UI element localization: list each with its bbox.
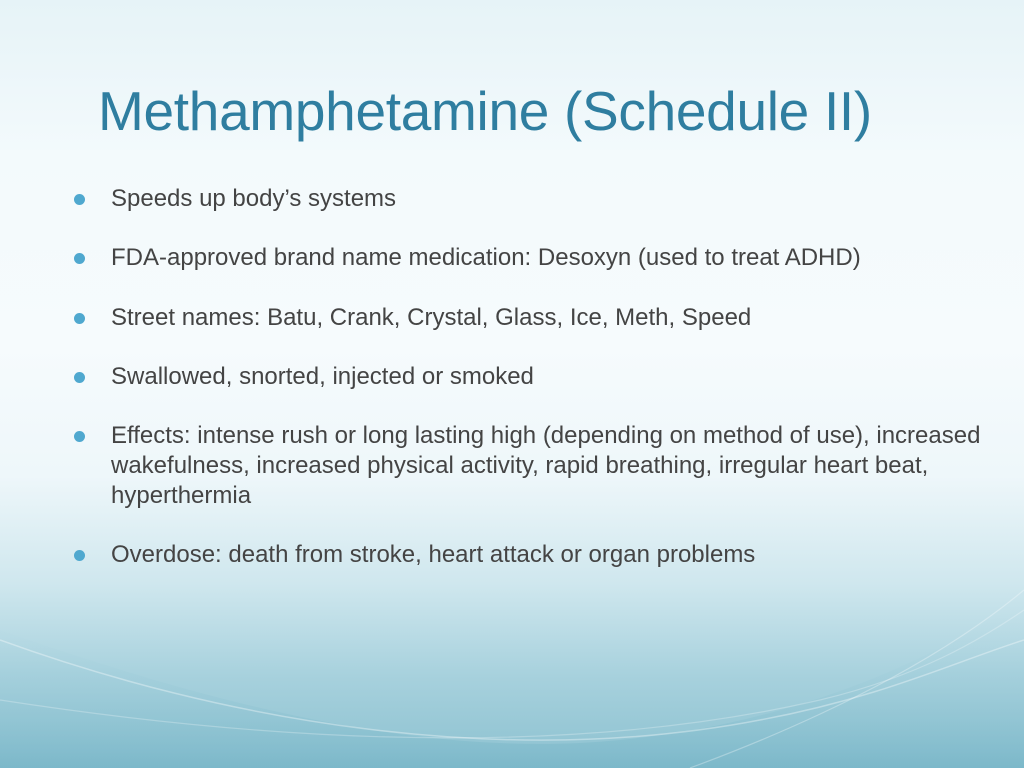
bullet-item <box>74 421 981 511</box>
bullet-item <box>74 362 954 392</box>
bullet-item <box>74 184 954 214</box>
bullet-item <box>74 243 931 273</box>
slide-title: Methamphetamine (Schedule II) <box>98 80 872 142</box>
bullet-item <box>74 303 954 333</box>
bullet-item <box>74 540 954 570</box>
bullet-dot-icon <box>74 431 85 442</box>
bullet-text: Effects: intense rush or long lasting high (depending on method of use), increased wakefulness, increased physical activity, rapid breathing, irregular heart beat, hyperthermia <box>111 422 981 509</box>
bullet-text: FDA-approved brand name medication: Desoxyn (used to treat ADHD) <box>111 244 861 271</box>
bullet-list <box>74 184 981 570</box>
bullet-dot-icon <box>74 253 85 264</box>
bullet-text: Overdose: death from stroke, heart attack or organ problems <box>111 541 756 568</box>
bullet-dot-icon <box>74 313 85 324</box>
bullet-text: Street names: Batu, Crank, Crystal, Glass, Ice, Meth, Speed <box>111 304 752 331</box>
bullet-dot-icon <box>74 194 85 205</box>
bullet-dot-icon <box>74 550 85 561</box>
bullet-dot-icon <box>74 372 85 383</box>
bullet-text: Speeds up body’s systems <box>111 185 397 212</box>
bullet-text: Swallowed, snorted, injected or smoked <box>111 363 534 390</box>
